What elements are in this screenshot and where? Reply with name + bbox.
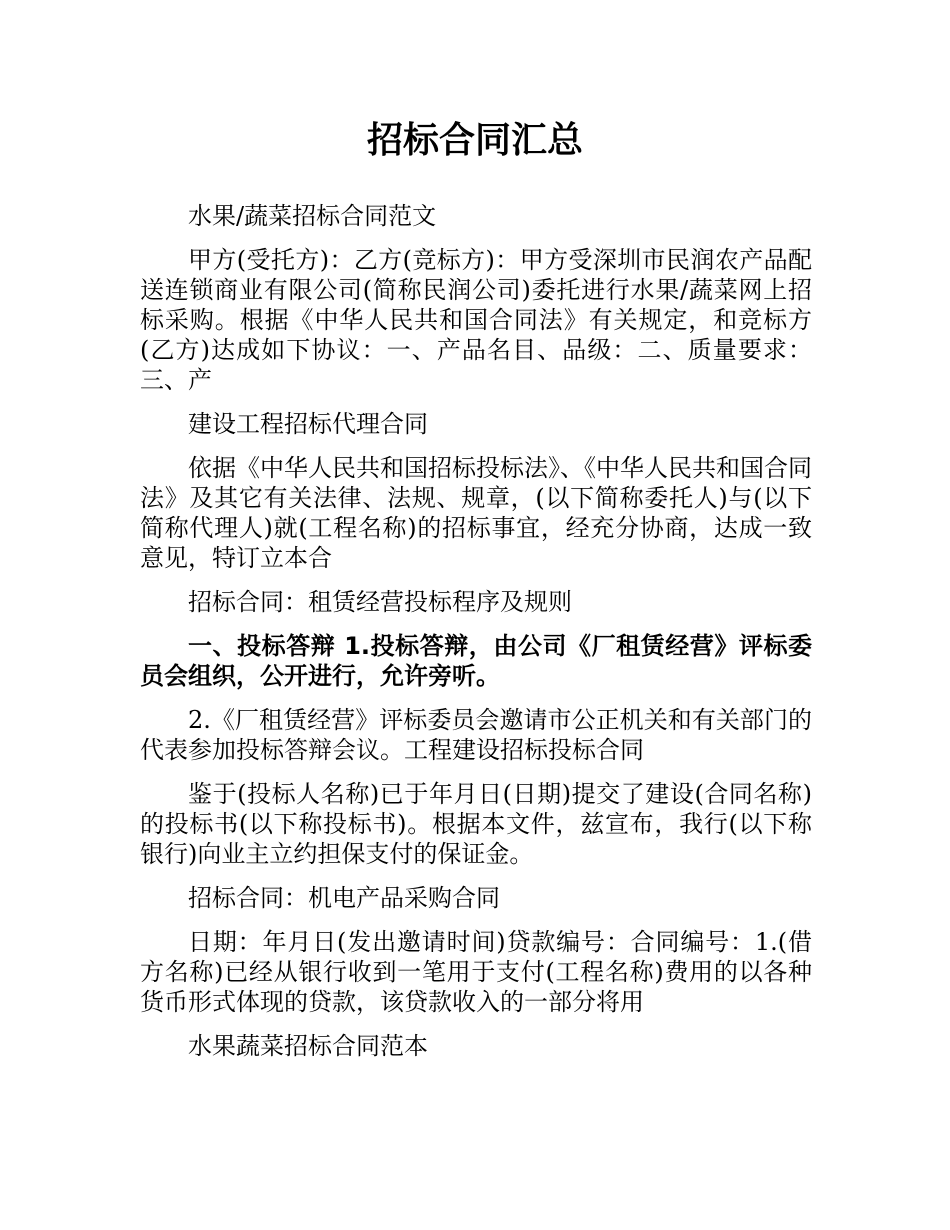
document-body	[140, 201, 812, 1075]
paragraph-construction-agency-heading: 建设工程招标代理合同	[188, 410, 428, 438]
paragraph-lease-rules-heading: 招标合同：租赁经营投标程序及规则	[188, 588, 572, 616]
paragraph-bank-guarantee: 鉴于(投标人名称)已于年月日(日期)提交了建设(合同名称)的投标书(以下称投标书)。根据本文件，兹宣布，我行(以下称银行)向业主立约担保支付的保证金。	[140, 780, 812, 868]
paragraph-fruit-veg-sample-heading: 水果蔬菜招标合同范本	[188, 1032, 428, 1060]
paragraph-equipment-procurement-heading: 招标合同：机电产品采购合同	[188, 884, 500, 912]
paragraph-fruit-veg-template-heading: 水果/蔬菜招标合同范文	[188, 202, 437, 230]
document-title: 招标合同汇总	[366, 120, 583, 161]
paragraph-committee-invitation: 2.《厂租赁经营》评标委员会邀请市公正机关和有关部门的代表参加投标答辩会议。工程建设招标投标合同	[140, 706, 812, 764]
paragraph-construction-agency-text: 依据《中华人民共和国招标投标法》、《中华人民共和国合同法》及其它有关法律、法规、规章，(以下简称委托人)与(以下简称代理人)就(工程名称)的招标事宜，经充分协商，达成一致意见，特订立本合	[140, 454, 812, 572]
paragraph-bid-defense: 一、投标答辩 1.投标答辩，由公司《厂租赁经营》评标委员会组织，公开进行，允许旁听。	[140, 632, 812, 690]
paragraph-loan-text: 日期：年月日(发出邀请时间)贷款编号：合同编号：1.(借方名称)已经从银行收到一笔用于支付(工程名称)费用的以各种货币形式体现的贷款，该贷款收入的一部分将用	[140, 928, 812, 1016]
paragraph-fruit-veg-agreement: 甲方(受托方)：乙方(竞标方)：甲方受深圳市民润农产品配送连锁商业有限公司(简称民润公司)委托进行水果/蔬菜网上招标采购。根据《中华人民共和国合同法》有关规定，和竞标方(乙方)达成如下协议：一、产品名目、品级：二、质量要求：三、产	[140, 246, 812, 394]
